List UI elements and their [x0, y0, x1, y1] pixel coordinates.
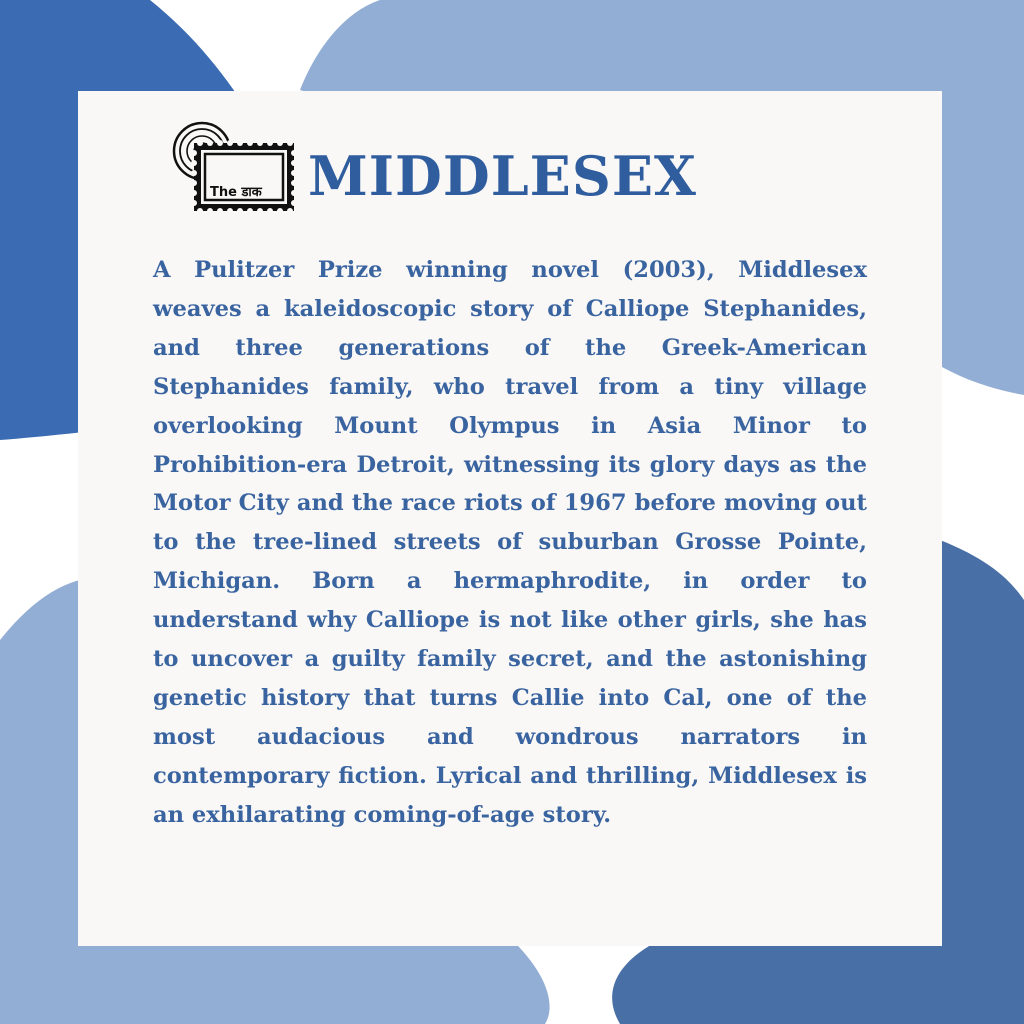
- postage-stamp-icon: [170, 121, 298, 213]
- book-description: A Pulitzer Prize winning novel (2003), Middlesex weaves a kaleidoscopic story of Calliope Stephanides, and three generations of the Greek-American Stephanides family, who travel from a tiny village overlooking Mount Olympus in Asia Minor to Prohibition-era Detroit, witnessing its glory days as the Motor City and the race riots of 1967 before moving out to the tree-lined streets of suburban Grosse Pointe, Michigan. Born a hermaphrodite, in order to understand why Calliope is not like other girls, she has to uncover a guilty family secret, and the astonishing genetic history that turns Callie into Cal, one of the most audacious and wondrous narrators in contemporary fiction. Lyrical and thrilling, Middlesex is an exhilarating coming-of-age story.: [153, 257, 867, 828]
- book-title: MIDDLESEX: [308, 144, 697, 208]
- logo-text: The डाक: [210, 185, 262, 200]
- logo: [170, 121, 298, 213]
- book-card: [78, 91, 942, 946]
